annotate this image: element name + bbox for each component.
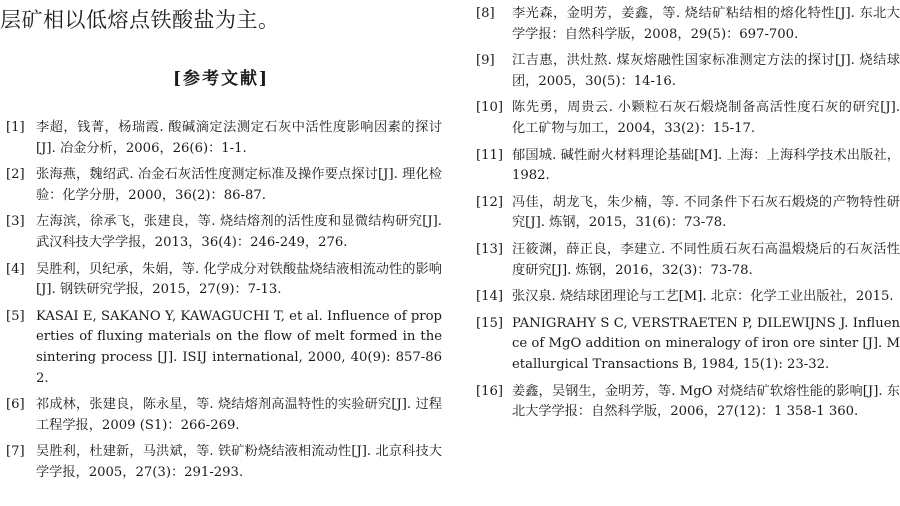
reference-number: [13]: [476, 241, 504, 257]
reference-text: 陈先勇，周贵云. 小颗粒石灰石煅烧制备高活性度石灰的研究[J]. 化工矿物与加工，2004，33(2)：15-17.: [512, 100, 900, 136]
reference-number: [3]: [6, 214, 25, 230]
reference-number: [2]: [6, 167, 25, 183]
reference-entry: [466, 287, 900, 308]
reference-number: [14]: [476, 289, 504, 305]
reference-number: [4]: [6, 261, 25, 277]
lead-paragraph: 层矿相以低熔点铁酸盐为主。: [0, 8, 280, 32]
reference-entry: [466, 146, 900, 187]
reference-number: [11]: [476, 147, 504, 163]
reference-entry: [0, 212, 442, 253]
reference-entry: [0, 442, 442, 483]
reference-number: [15]: [476, 315, 504, 331]
reference-list-right: [466, 4, 900, 429]
reference-entry: [466, 51, 900, 92]
reference-text: 郁国城. 碱性耐火材料理论基础[M]. 上海：上海科学技术出版社，1982.: [512, 147, 900, 184]
reference-number: [16]: [476, 383, 504, 399]
reference-number: [9]: [476, 53, 495, 69]
reference-number: [6]: [6, 397, 25, 413]
reference-list-left: [0, 118, 442, 490]
reference-entry: [466, 240, 900, 281]
reference-entry: [466, 382, 900, 423]
reference-text: 左海滨，徐承飞，张建良，等. 烧结熔剂的活性度和显微结构研究[J]. 武汉科技大学学报，2013，36(4)：246-249，276.: [36, 214, 442, 250]
reference-entry: [0, 395, 442, 436]
reference-text: 吴胜利，杜建新，马洪斌，等. 铁矿粉烧结液相流动性[J]. 北京科技大学学报，2005，27(3)：291-293.: [36, 444, 442, 480]
reference-text: 张汉泉. 烧结球团理论与工艺[M]. 北京：化学工业出版社，2015.: [512, 289, 894, 305]
reference-number: [8]: [476, 6, 495, 21]
reference-text: 吴胜利，贝纪承，朱娟，等. 化学成分对铁酸盐烧结液相流动性的影响[J]. 钢铁研究学报，2015，27(9)：7-13.: [36, 261, 442, 298]
reference-entry: [466, 193, 900, 234]
reference-number: [5]: [6, 308, 25, 324]
reference-text: 姜鑫，吴钢生，金明芳，等. MgO 对烧结矿软熔性能的影响[J]. 东北大学学报：自然科学版，2006，27(12)：1 358-1 360.: [512, 383, 900, 420]
reference-text: 祁成林，张建良，陈永星，等. 烧结熔剂高温特性的实验研究[J]. 过程工程学报，2009 (S1)：266-269.: [36, 397, 442, 433]
reference-number: [10]: [476, 100, 504, 116]
reference-number: [7]: [6, 444, 25, 460]
reference-entry: [0, 165, 442, 206]
reference-entry: [0, 118, 442, 159]
reference-text: 李超，钱菁，杨瑞霞. 酸碱滴定法测定石灰中活性度影响因素的探讨[J]. 冶金分析，2006，26(6)：1-1.: [36, 120, 442, 156]
reference-text: KASAI E, SAKANO Y, KAWAGUCHI T, et al. Influence of properties of fluxing materials on the flow of melt formed in the sintering process [J]. ISIJ international, 2000, 40(9): 857-862.: [36, 308, 442, 386]
reference-text: 江吉惠，洪灶熬. 煤灰熔融性国家标准测定方法的探讨[J]. 烧结球团，2005，30(5)：14-16.: [512, 53, 900, 89]
reference-entry: [466, 314, 900, 376]
reference-text: 李光森，金明芳，姜鑫，等. 烧结矿粘结相的熔化特性[J]. 东北大学学报：自然科学版，2008，29(5)：697-700.: [512, 6, 900, 42]
reference-text: PANIGRAHY S C, VERSTRAETEN P, DILEWIJNS J. Influence of MgO addition on mineralogy of iron ore sinter [J]. Metallurgical Transactions B, 1984, 15(1): 23-32.: [512, 315, 900, 372]
reference-number: [12]: [476, 194, 504, 210]
reference-text: 张海燕，魏绍武. 冶金石灰活性度测定标准及操作要点探讨[J]. 理化检验：化学分册，2000，36(2)：86-87.: [36, 167, 442, 203]
reference-entry: [466, 98, 900, 139]
references-heading: [参考文献]: [172, 69, 270, 89]
reference-entry: [0, 260, 442, 301]
reference-entry: [0, 307, 442, 389]
reference-text: 冯佳，胡龙飞，朱少楠，等. 不同条件下石灰石煅烧的产物特性研究[J]. 炼钢，2015，31(6)：73-78.: [512, 194, 900, 231]
reference-number: [1]: [6, 120, 25, 135]
reference-entry: [466, 4, 900, 45]
reference-text: 汪筱渊，薛正良，李建立. 不同性质石灰石高温煅烧后的石灰活性度研究[J]. 炼钢，2016，32(3)：73-78.: [512, 241, 900, 278]
